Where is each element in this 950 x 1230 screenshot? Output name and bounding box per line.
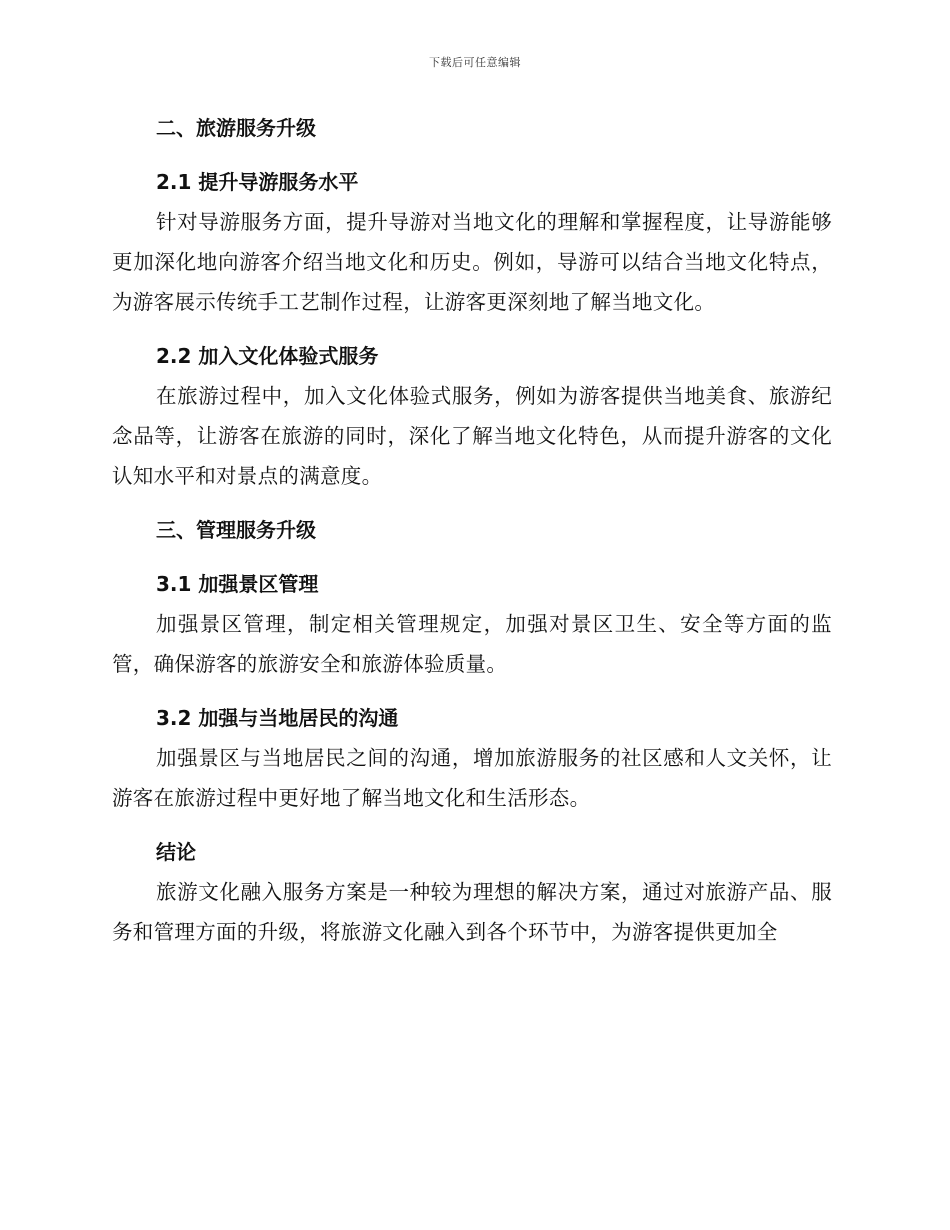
paragraph-2-2: 在旅游过程中，加入文化体验式服务，例如为游客提供当地美食、旅游纪念品等，让游客在旅游的同时，深化了解当地文化特色，从而提升游客的文化认知水平和对景点的满意度。 (112, 384, 832, 488)
subsection-heading-3-1: 3.1 加强景区管理 (156, 572, 319, 596)
subsection-heading-2-2: 2.2 加入文化体验式服务 (156, 344, 379, 368)
document-body (112, 108, 832, 952)
section-heading-2: 二、旅游服务升级 (156, 116, 316, 140)
subsection-heading-2-1: 2.1 提升导游服务水平 (156, 170, 359, 194)
paragraph-3-1: 加强景区管理，制定相关管理规定，加强对景区卫生、安全等方面的监管，确保游客的旅游安全和旅游体验质量。 (112, 612, 832, 676)
paragraph-conclusion: 旅游文化融入服务方案是一种较为理想的解决方案，通过对旅游产品、服务和管理方面的升级，将旅游文化融入到各个环节中，为游客提供更加全 (112, 880, 832, 944)
conclusion-heading: 结论 (156, 840, 196, 864)
paragraph-3-2: 加强景区与当地居民之间的沟通，增加旅游服务的社区感和人文关怀，让游客在旅游过程中更好地了解当地文化和生活形态。 (112, 746, 832, 810)
paragraph-2-1: 针对导游服务方面，提升导游对当地文化的理解和掌握程度，让导游能够更加深化地向游客介绍当地文化和历史。例如，导游可以结合当地文化特点，为游客展示传统手工艺制作过程，让游客更深刻地了解当地文化。 (112, 210, 832, 314)
page-header: 下载后可任意编辑 (429, 56, 521, 69)
subsection-heading-3-2: 3.2 加强与当地居民的沟通 (156, 706, 399, 730)
section-heading-3: 三、管理服务升级 (156, 518, 316, 542)
